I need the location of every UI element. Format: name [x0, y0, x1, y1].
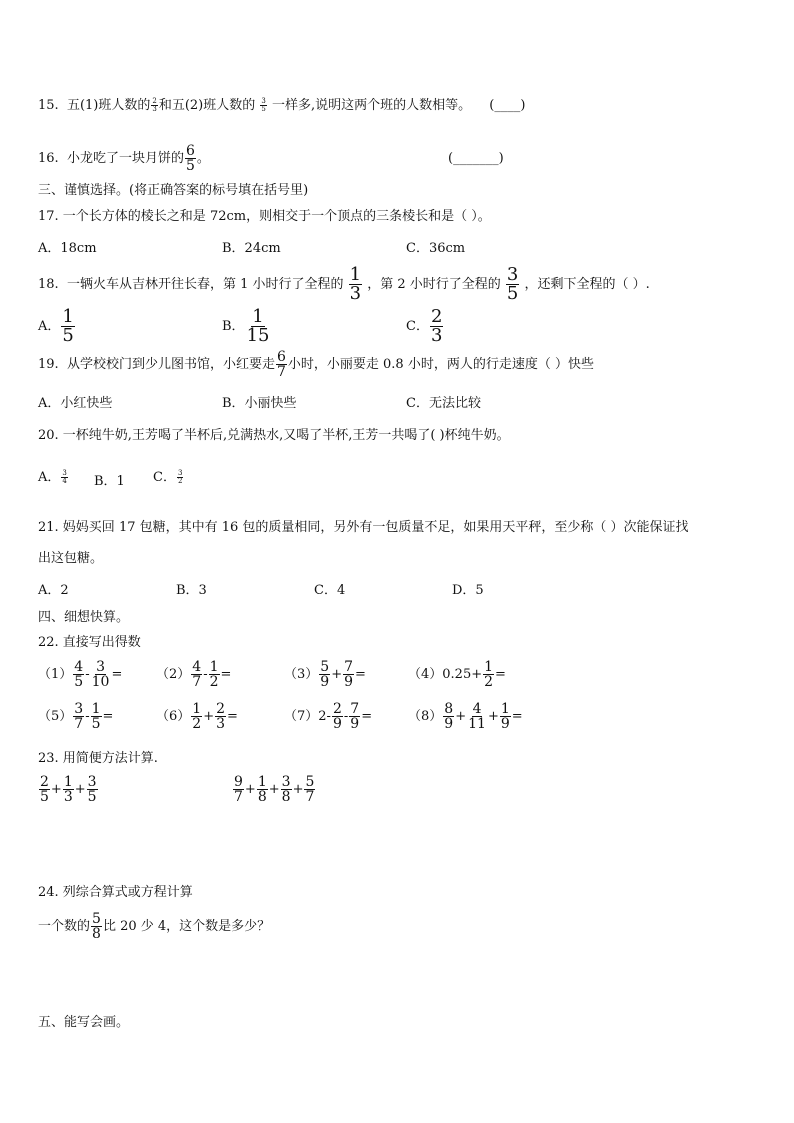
item-label: （7）: [284, 709, 319, 724]
operator: +: [268, 782, 280, 797]
fraction: $\frac{6}{5}$: [185, 143, 195, 174]
option-a[interactable]: A．18cm: [38, 241, 97, 256]
fraction: $\frac{5}{9}$: [320, 659, 330, 690]
calc-item: [284, 660, 366, 689]
fraction: $\frac{5}{7}$: [305, 774, 315, 805]
fraction: $\frac{3}{10}$: [91, 659, 110, 690]
fraction: $\frac{1}{2}$: [192, 701, 202, 732]
question-24-body: 一个数的 $\frac{5}{8}$ 比 20 少 4，这个数是多少？: [38, 911, 271, 942]
question-15: 15. 五(1)班人数的 $\frac{2}{3}$ 和五(2)班人数的 $\frac{3}{5}$ 一样多,说明这两个班的人数相等。 (____): [38, 97, 526, 113]
question-23-title: 23. 用简便方法计算.: [38, 751, 158, 766]
operator: -: [85, 667, 90, 682]
question-16: 16. 小龙吃了一块月饼的 $\frac{6}{5}$ 。: [38, 143, 210, 174]
operator: -: [85, 709, 90, 724]
equals-sign: =: [355, 667, 366, 682]
fraction: $\frac{1}{2}$: [209, 659, 219, 690]
fraction: $\frac{4}{5}$: [74, 659, 84, 690]
fraction: $\frac{9}{7}$: [234, 774, 243, 805]
operator: +: [292, 782, 304, 797]
expression-1: [38, 775, 99, 804]
operator: -: [343, 709, 349, 724]
option-b[interactable]: B．3: [176, 583, 207, 598]
fraction: $\frac{7}{9}$: [344, 659, 354, 690]
equals-sign: =: [102, 709, 114, 724]
fraction: $\frac{1}{9}$: [500, 701, 510, 732]
section-3-heading: 三、谨慎选择。(将正确答案的标号填在括号里): [38, 183, 309, 198]
fraction: $\frac{8}{9}$: [444, 701, 454, 732]
option-c[interactable]: C． $\frac{3}{2}$: [153, 469, 183, 485]
equals-sign: =: [511, 709, 523, 724]
calc-item: [156, 660, 231, 689]
fraction: $\frac{2}{3}$: [152, 97, 157, 113]
answer-blank[interactable]: (_______): [448, 151, 504, 166]
fraction: $\frac{7}{9}$: [350, 701, 360, 732]
operator: +: [203, 709, 215, 724]
equals-sign: =: [361, 709, 373, 724]
fraction: $\frac{3}{7}$: [74, 701, 84, 732]
option-c[interactable]: C．36cm: [406, 241, 466, 256]
item-label: （4）: [408, 667, 443, 682]
option-b[interactable]: B．1: [94, 474, 125, 489]
calc-item: [284, 702, 372, 731]
fraction: $\frac{1}{8}$: [257, 774, 267, 805]
fraction: $\frac{3}{5}$: [261, 97, 266, 113]
question-number: 15.: [38, 98, 59, 113]
option-c[interactable]: C． $\frac{2}{3}$: [406, 306, 443, 346]
option-a[interactable]: A． $\frac{3}{4}$: [38, 469, 67, 485]
operand: 0.25+: [442, 667, 483, 682]
option-c[interactable]: C．无法比较: [406, 396, 481, 411]
question-22-title: 22. 直接写出得数: [38, 635, 141, 650]
option-b[interactable]: B．24cm: [222, 241, 281, 256]
fraction: $\frac{6}{7}$: [276, 349, 286, 380]
calc-item: [408, 702, 523, 731]
question-17: 17. 一个长方体的棱长之和是 72cm，则相交于一个顶点的三条棱长和是（ ）。: [38, 209, 491, 224]
fraction: $\frac{5}{8}$: [92, 911, 101, 942]
fraction: $\frac{3}{8}$: [281, 774, 291, 805]
item-label: （2）: [156, 667, 191, 682]
option-a[interactable]: A． $\frac{1}{5}$: [38, 306, 74, 346]
calc-item: [38, 660, 122, 689]
item-label: （6）: [156, 709, 191, 724]
equals-sign: =: [227, 709, 238, 724]
operand: 2-: [318, 709, 331, 724]
fraction: $\frac{1}{2}$: [484, 659, 494, 690]
equals-sign: =: [220, 667, 232, 682]
fraction: $\frac{2}{9}$: [332, 701, 342, 732]
section-4-heading: 四、细想快算。: [38, 610, 130, 625]
equals-sign: =: [111, 667, 123, 682]
fraction: $\frac{4}{11}$: [468, 701, 486, 732]
question-21-line2: 出这包糖。: [38, 551, 104, 566]
section-5-heading: 五、能写会画。: [38, 1015, 130, 1030]
answer-blank[interactable]: (____): [489, 98, 526, 113]
item-label: （8）: [408, 709, 443, 724]
item-label: （5）: [38, 709, 73, 724]
option-c[interactable]: C．4: [314, 583, 346, 598]
fraction: $\frac{4}{7}$: [192, 659, 202, 690]
question-24-title: 24. 列综合算式或方程计算: [38, 885, 193, 900]
operator: +: [487, 709, 499, 724]
option-a[interactable]: A．小红快些: [38, 396, 113, 411]
operator: +: [455, 709, 467, 724]
option-b[interactable]: B． $\frac{1}{15}$: [222, 306, 270, 346]
fraction: $\frac{3}{5}$: [87, 774, 97, 805]
question-21-line1: 21. 妈妈买回 17 包糖，其中有 16 包的质量相同，另外有一包质量不足，如果用天平秤，至少称（ ）次能保证找: [38, 520, 689, 535]
fraction: $\frac{1}{3}$: [349, 264, 362, 304]
calc-item: [156, 702, 238, 731]
fraction: $\frac{2}{5}$: [40, 774, 49, 805]
calc-item: [408, 660, 506, 689]
option-a[interactable]: A．2: [38, 583, 69, 598]
expression-2: [232, 775, 316, 804]
item-label: （1）: [38, 667, 73, 682]
question-20: 20. 一杯纯牛奶,王芳喝了半杯后,兑满热水,又喝了半杯,王芳一共喝了( )杯纯牛奶。: [38, 428, 510, 443]
question-19: 19. 从学校校门到少儿图书馆，小红要走 $\frac{6}{7}$ 小时，小丽要走 0.8 小时，两人的行走速度（ ）快些: [38, 349, 594, 380]
calc-item: [38, 702, 113, 731]
operator: +: [74, 782, 86, 797]
equals-sign: =: [495, 667, 506, 682]
fraction: $\frac{3}{5}$: [506, 264, 519, 304]
question-18: 18. 一辆火车从吉林开往长春，第 1 小时行了全程的 $\frac{1}{3}$ ，第 2 小时行了全程的 $\frac{3}{5}$ ，还剩下全程的（ ）.: [38, 264, 650, 304]
operator: +: [331, 667, 343, 682]
fraction: $\frac{1}{5}$: [91, 701, 101, 732]
operator: -: [203, 667, 208, 682]
operator: +: [244, 782, 256, 797]
item-label: （3）: [284, 667, 319, 682]
operator: +: [50, 782, 62, 797]
fraction: $\frac{2}{3}$: [216, 701, 226, 732]
option-d[interactable]: D．5: [452, 583, 484, 598]
fraction: $\frac{1}{3}$: [63, 774, 73, 805]
option-b[interactable]: B．小丽快些: [222, 396, 297, 411]
